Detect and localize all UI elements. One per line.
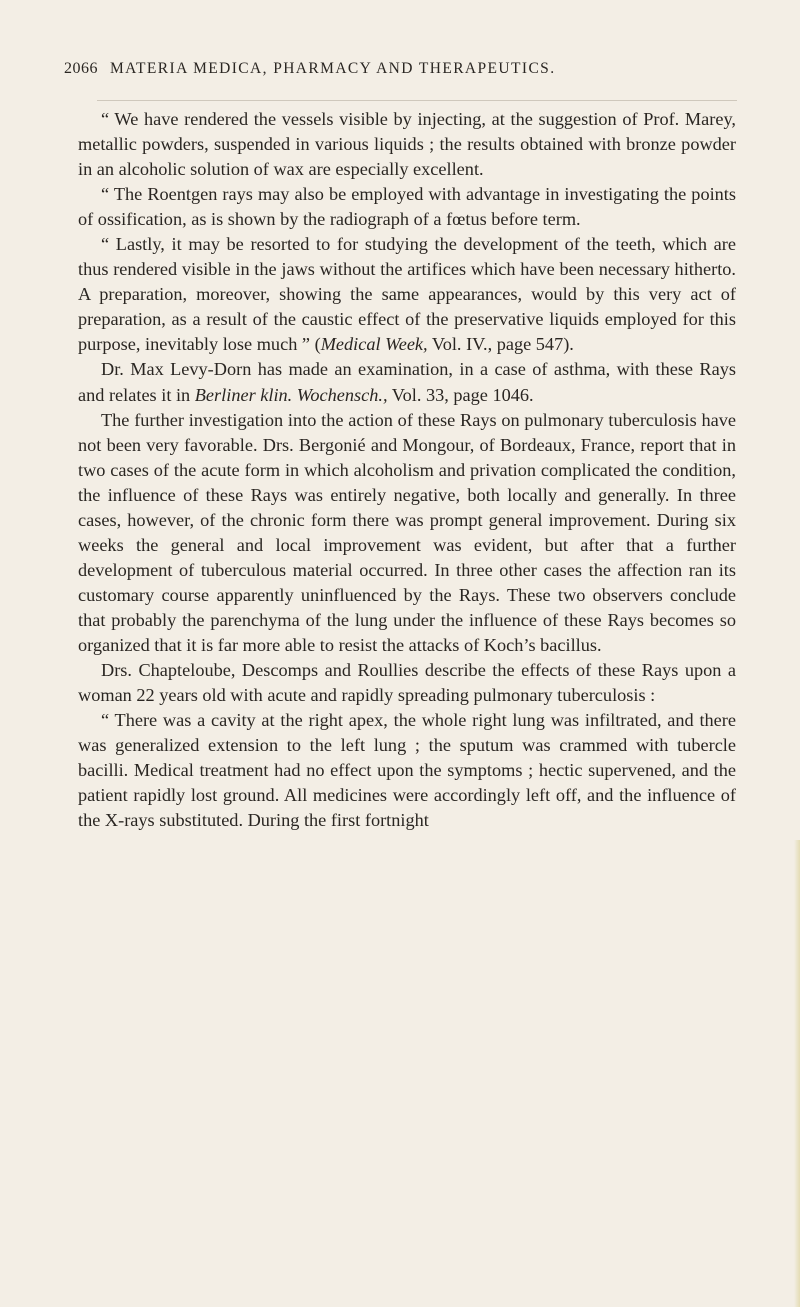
paragraph-chapteloube: Drs. Chapteloube, Descomps and Roullies describe the effects of these Rays upon a woman 22 years old with acute and rapidly spreading pulmonary tuberculosis : bbox=[78, 660, 736, 706]
body-text bbox=[78, 107, 736, 833]
page-edge-shading bbox=[794, 840, 800, 1307]
paragraph-text: Vol. 33, page 1046. bbox=[387, 384, 534, 405]
running-head bbox=[64, 60, 744, 82]
running-title: MATERIA MEDICA, PHARMACY AND THERAPEUTICS. bbox=[110, 60, 556, 77]
paragraph-text: “ Lastly, it may be resorted to for studying the development of the teeth, which are thus rendered visible in the jaws without the artifices which have been necessary hitherto. A preparation, moreover, showing the same appearances, would by this very act of preparation, as a result of the caustic effect of the preservative liquids employed for this purpose, inevitably lose much ” ( bbox=[78, 234, 736, 355]
paragraph-levy-dorn bbox=[78, 357, 736, 407]
header-rule bbox=[97, 100, 737, 101]
paragraph-text: Dr. Max Levy-Dorn has made an examination, in a case of asthma, with these Rays and relates it in bbox=[78, 359, 736, 405]
page-number: 2066 bbox=[64, 60, 98, 77]
citation-title: Berliner klin. Wochensch., bbox=[194, 384, 388, 405]
paragraph-ossification: “ The Roentgen rays may also be employed with advantage in investigating the points of ossification, as is shown by the radiograph of a fœtus before term. bbox=[78, 184, 736, 230]
paragraph-tuberculosis: The further investigation into the action of these Rays on pulmonary tuberculosis have not been very favorable. Drs. Bergonié and Mongour, of Bordeaux, France, report that in two cases of the acute form in which alcoholism and privation complicated the condition, the influence of these Rays was entirely negative, both locally and generally. In three cases, however, of the chronic form there was prompt general improvement. During six weeks the general and local improvement was evident, but after that a further development of tuberculous material occurred. In three other cases the affection ran its customary course apparently uninfluenced by the Rays. These two observers conclude that probably the parenchyma of the lung under the influence of these Rays becomes so organized that it is far more able to resist the attacks of Koch’s bacillus. bbox=[78, 409, 736, 655]
paragraph-injection: “ We have rendered the vessels visible by injecting, at the suggestion of Prof. Marey, metallic powders, suspended in various liquids ; the results obtained with bronze powder in an alcoholic solution of wax are especially excellent. bbox=[78, 109, 736, 180]
citation-title: Medical Week, bbox=[320, 334, 428, 355]
paragraph-case-quote: “ There was a cavity at the right apex, the whole right lung was infiltrated, and there was generalized extension to the left lung ; the sputum was crammed with tubercle bacilli. Medical treatment had no effect upon the symptoms ; hectic supervened, and the patient rapidly lost ground. All medicines were accordingly left off, and the influence of the X-rays substituted. During the first fortnight bbox=[78, 710, 736, 831]
paragraph-teeth bbox=[78, 232, 736, 357]
paragraph-text: Vol. IV., page 547). bbox=[427, 334, 574, 355]
